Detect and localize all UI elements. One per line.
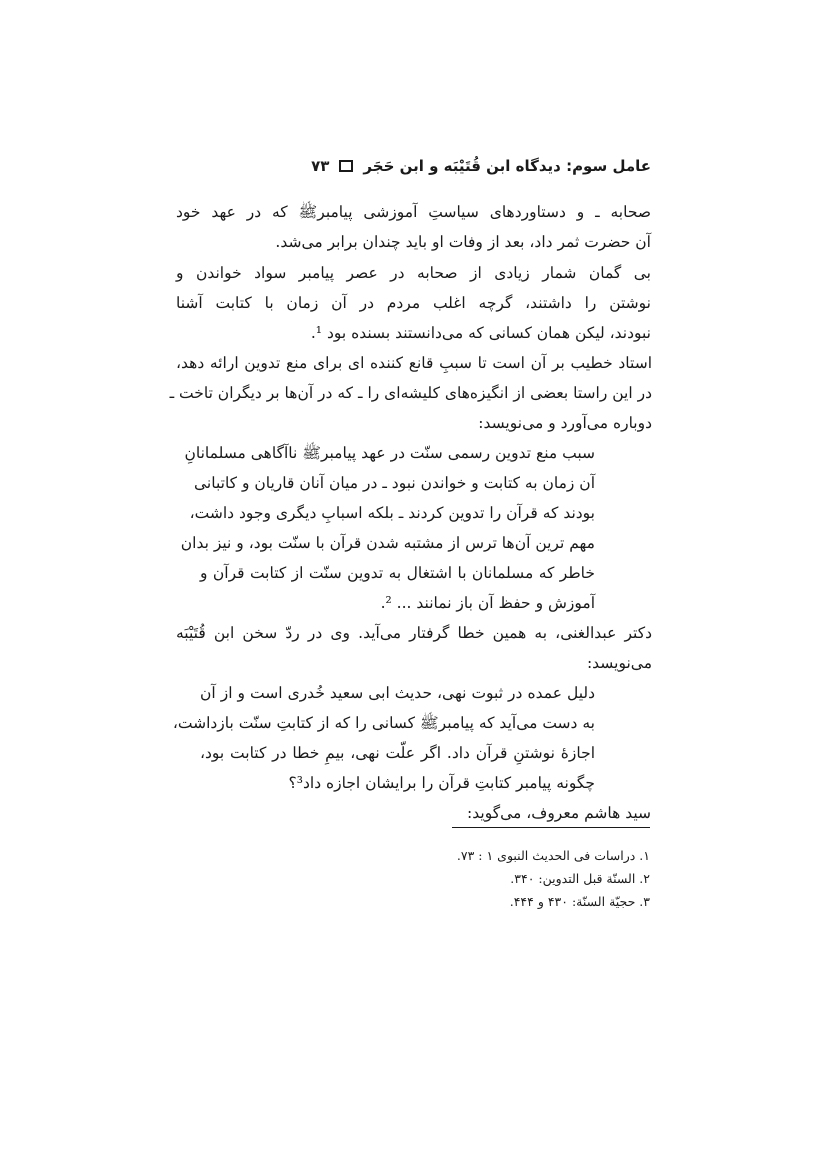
quote-line: آموزش و حفظ آن باز نمانند ... ². [380,594,595,612]
quote-line: چگونه پیامبر کتابتِ قرآن را برایشان اجازه داد³؟ [288,774,595,792]
footnote-separator [452,827,650,828]
body-line: استاد خطیب بر آن است تا سببِ قانع کننده ای برای منع تدوین ارائه دهد، [176,354,652,372]
quote-line: به دست می‌آید که پیامبرﷺ کسانی را که از کتابتِ سنّت بازداشت، [172,714,595,732]
body-line: صحابه ـ و دستاوردهای سیاستِ آموزشی پیامبرﷺ که در عهد خود [176,203,651,221]
chapter-title: عامل سوم: دیدگاه ابن قُتَیْبَه و ابن حَجَر [363,157,651,175]
footnote: ۲. السنّة قبل التدوین: ۳۴۰. [510,871,650,886]
body-line: در این راستا بعضی از انگیزه‌های کلیشه‌ای را ـ که در آن‌ها بر دیگران تاخت ـ [169,384,652,402]
body-line: نوشتن را داشتند، گرچه اغلب مردم در آن زمان با کتابت آشنا [176,294,651,312]
quote-line: بودند که قرآن را تدوین کردند ـ بلکه اسبابِ دیگری وجود داشت، [189,504,595,522]
footnote: ۱. دراسات فی الحدیث النبوی ۱ : ۷۳. [456,848,650,863]
body-line: بی گمان شمار زیادی از صحابه در عصر پیامبر سواد خواندن و [176,264,651,282]
body-line: می‌نویسد: [586,654,652,672]
body-line: دکتر عبدالغنی، به همین خطا گرفتار می‌آید. وی در ردّ سخن ابن قُتَیْبَه [176,624,652,642]
quote-line: دلیل عمده در ثبوت نهی، حدیث ابی سعید خُدری است و از آن [200,684,595,702]
footnote: ۳. حجیّة السنّة: ۴۳۰ و ۴۴۴. [509,894,650,909]
body-line: سید هاشم معروف، می‌گوید: [467,804,651,822]
quote-line: آن زمان به کتابت و خواندن نبود ـ در میان آنان قاریان و کاتبانی [194,474,595,492]
quote-line: سبب منع تدوین رسمی سنّت در عهد پیامبرﷺ ناآگاهی مسلمانانِ [184,444,595,462]
body-line: دوباره می‌آورد و می‌نویسد: [478,414,652,432]
body-line: نبودند، لیکن همان کسانی که می‌دانستند بسنده بود ¹. [310,324,651,342]
quote-line: خاطر که مسلمانان با اشتغال به تدوین سنّت از کتابت قرآن و [200,564,595,582]
body-line: آن حضرت ثمر داد، بعد از وفات او باید چندان برابر می‌شد. [275,233,651,251]
square-ornament-icon [339,160,353,172]
quote-line: مهم ترین آن‌ها ترس از مشتبه شدن قرآن با سنّت بود، و نیز بدان [180,534,595,552]
running-header [170,152,651,180]
quote-line: اجازهٔ نوشتنِ قرآن داد. اگر علّت نهی، بیمِ خطا در کتابت بود، [200,744,595,762]
page-number: ۷۳ [311,157,330,175]
